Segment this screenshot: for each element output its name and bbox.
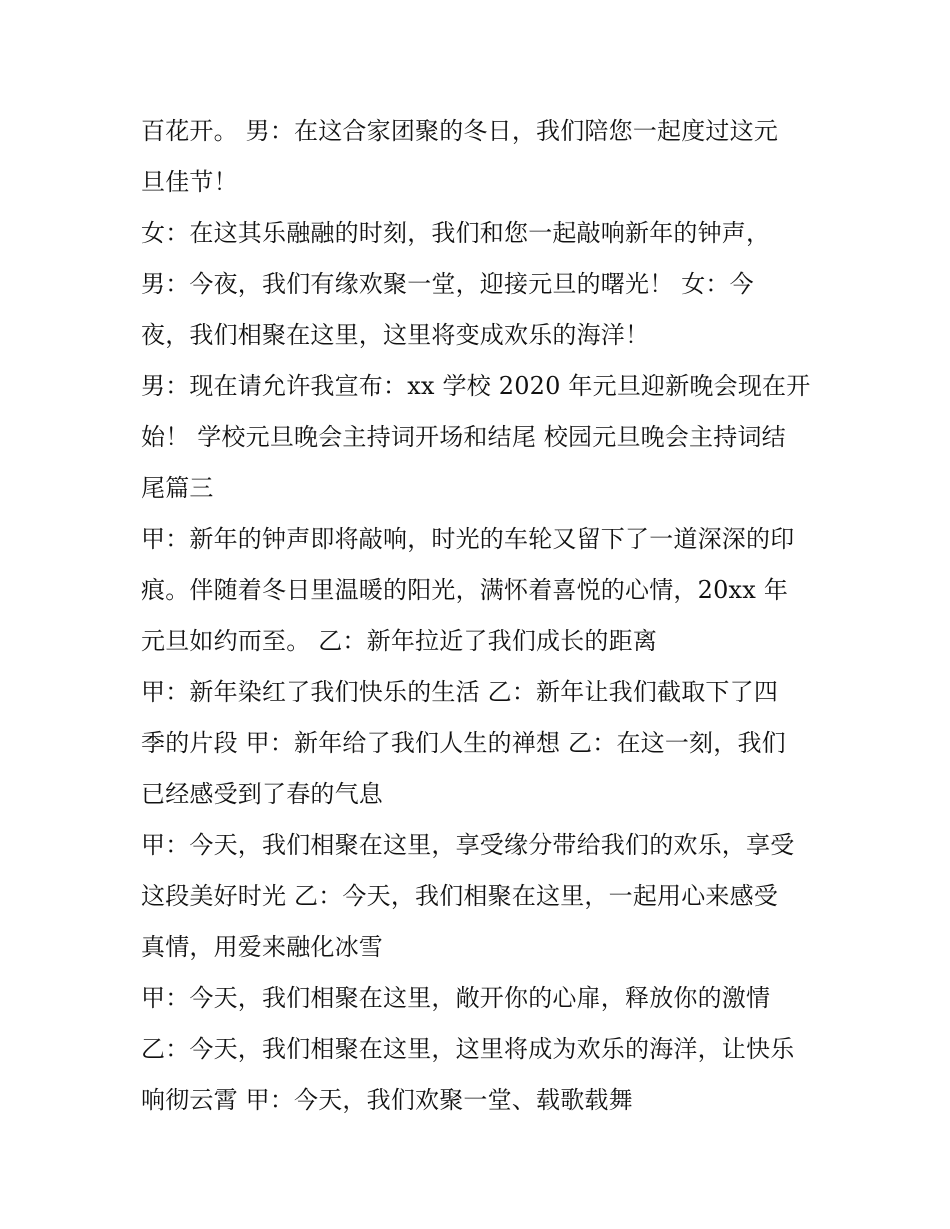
text-line: 甲：今天，我们相聚在这里，享受缘分带给我们的欢乐，享受 bbox=[141, 831, 795, 859]
text-line: 尾篇三 bbox=[141, 474, 214, 502]
text-line: 甲：新年染红了我们快乐的生活 乙：新年让我们截取下了四 bbox=[141, 678, 779, 706]
text-line: 甲：今天，我们相聚在这里，敞开你的心扉，释放你的激情 bbox=[141, 984, 771, 1012]
text-line: 真情，用爱来融化冰雪 bbox=[141, 933, 383, 961]
text-line: 痕。伴随着冬日里温暖的阳光，满怀着喜悦的心情，20xx 年 bbox=[141, 576, 789, 604]
text-line: 百花开。 男：在这合家团聚的冬日，我们陪您一起度过这元 bbox=[141, 117, 779, 145]
text-line: 响彻云霄 甲：今天，我们欢聚一堂、载歌载舞 bbox=[141, 1086, 633, 1114]
text-line: 元旦如约而至。 乙：新年拉近了我们成长的距离 bbox=[141, 627, 658, 655]
text-line: 乙：今天，我们相聚在这里，这里将成为欢乐的海洋，让快乐 bbox=[141, 1035, 795, 1063]
text-line: 夜，我们相聚在这里，这里将变成欢乐的海洋！ bbox=[141, 321, 650, 349]
document-body bbox=[141, 106, 831, 1126]
text-line: 女：在这其乐融融的时刻，我们和您一起敲响新年的钟声， bbox=[141, 219, 771, 247]
text-line: 男：今夜，我们有缘欢聚一堂，迎接元旦的曙光！ 女：今 bbox=[141, 270, 754, 298]
text-line: 季的片段 甲：新年给了我们人生的禅想 乙：在这一刻，我们 bbox=[141, 729, 786, 757]
text-line: 已经感受到了春的气息 bbox=[141, 780, 383, 808]
text-line: 这段美好时光 乙：今天，我们相聚在这里，一起用心来感受 bbox=[141, 882, 779, 910]
text-line: 男：现在请允许我宣布：xx 学校 2020 年元旦迎新晚会现在开 bbox=[141, 372, 811, 400]
text-line: 旦佳节！ bbox=[141, 168, 238, 196]
text-line: 始！ 学校元旦晚会主持词开场和结尾 校园元旦晚会主持词结 bbox=[141, 423, 786, 451]
text-line: 甲：新年的钟声即将敲响，时光的车轮又留下了一道深深的印 bbox=[141, 525, 795, 553]
